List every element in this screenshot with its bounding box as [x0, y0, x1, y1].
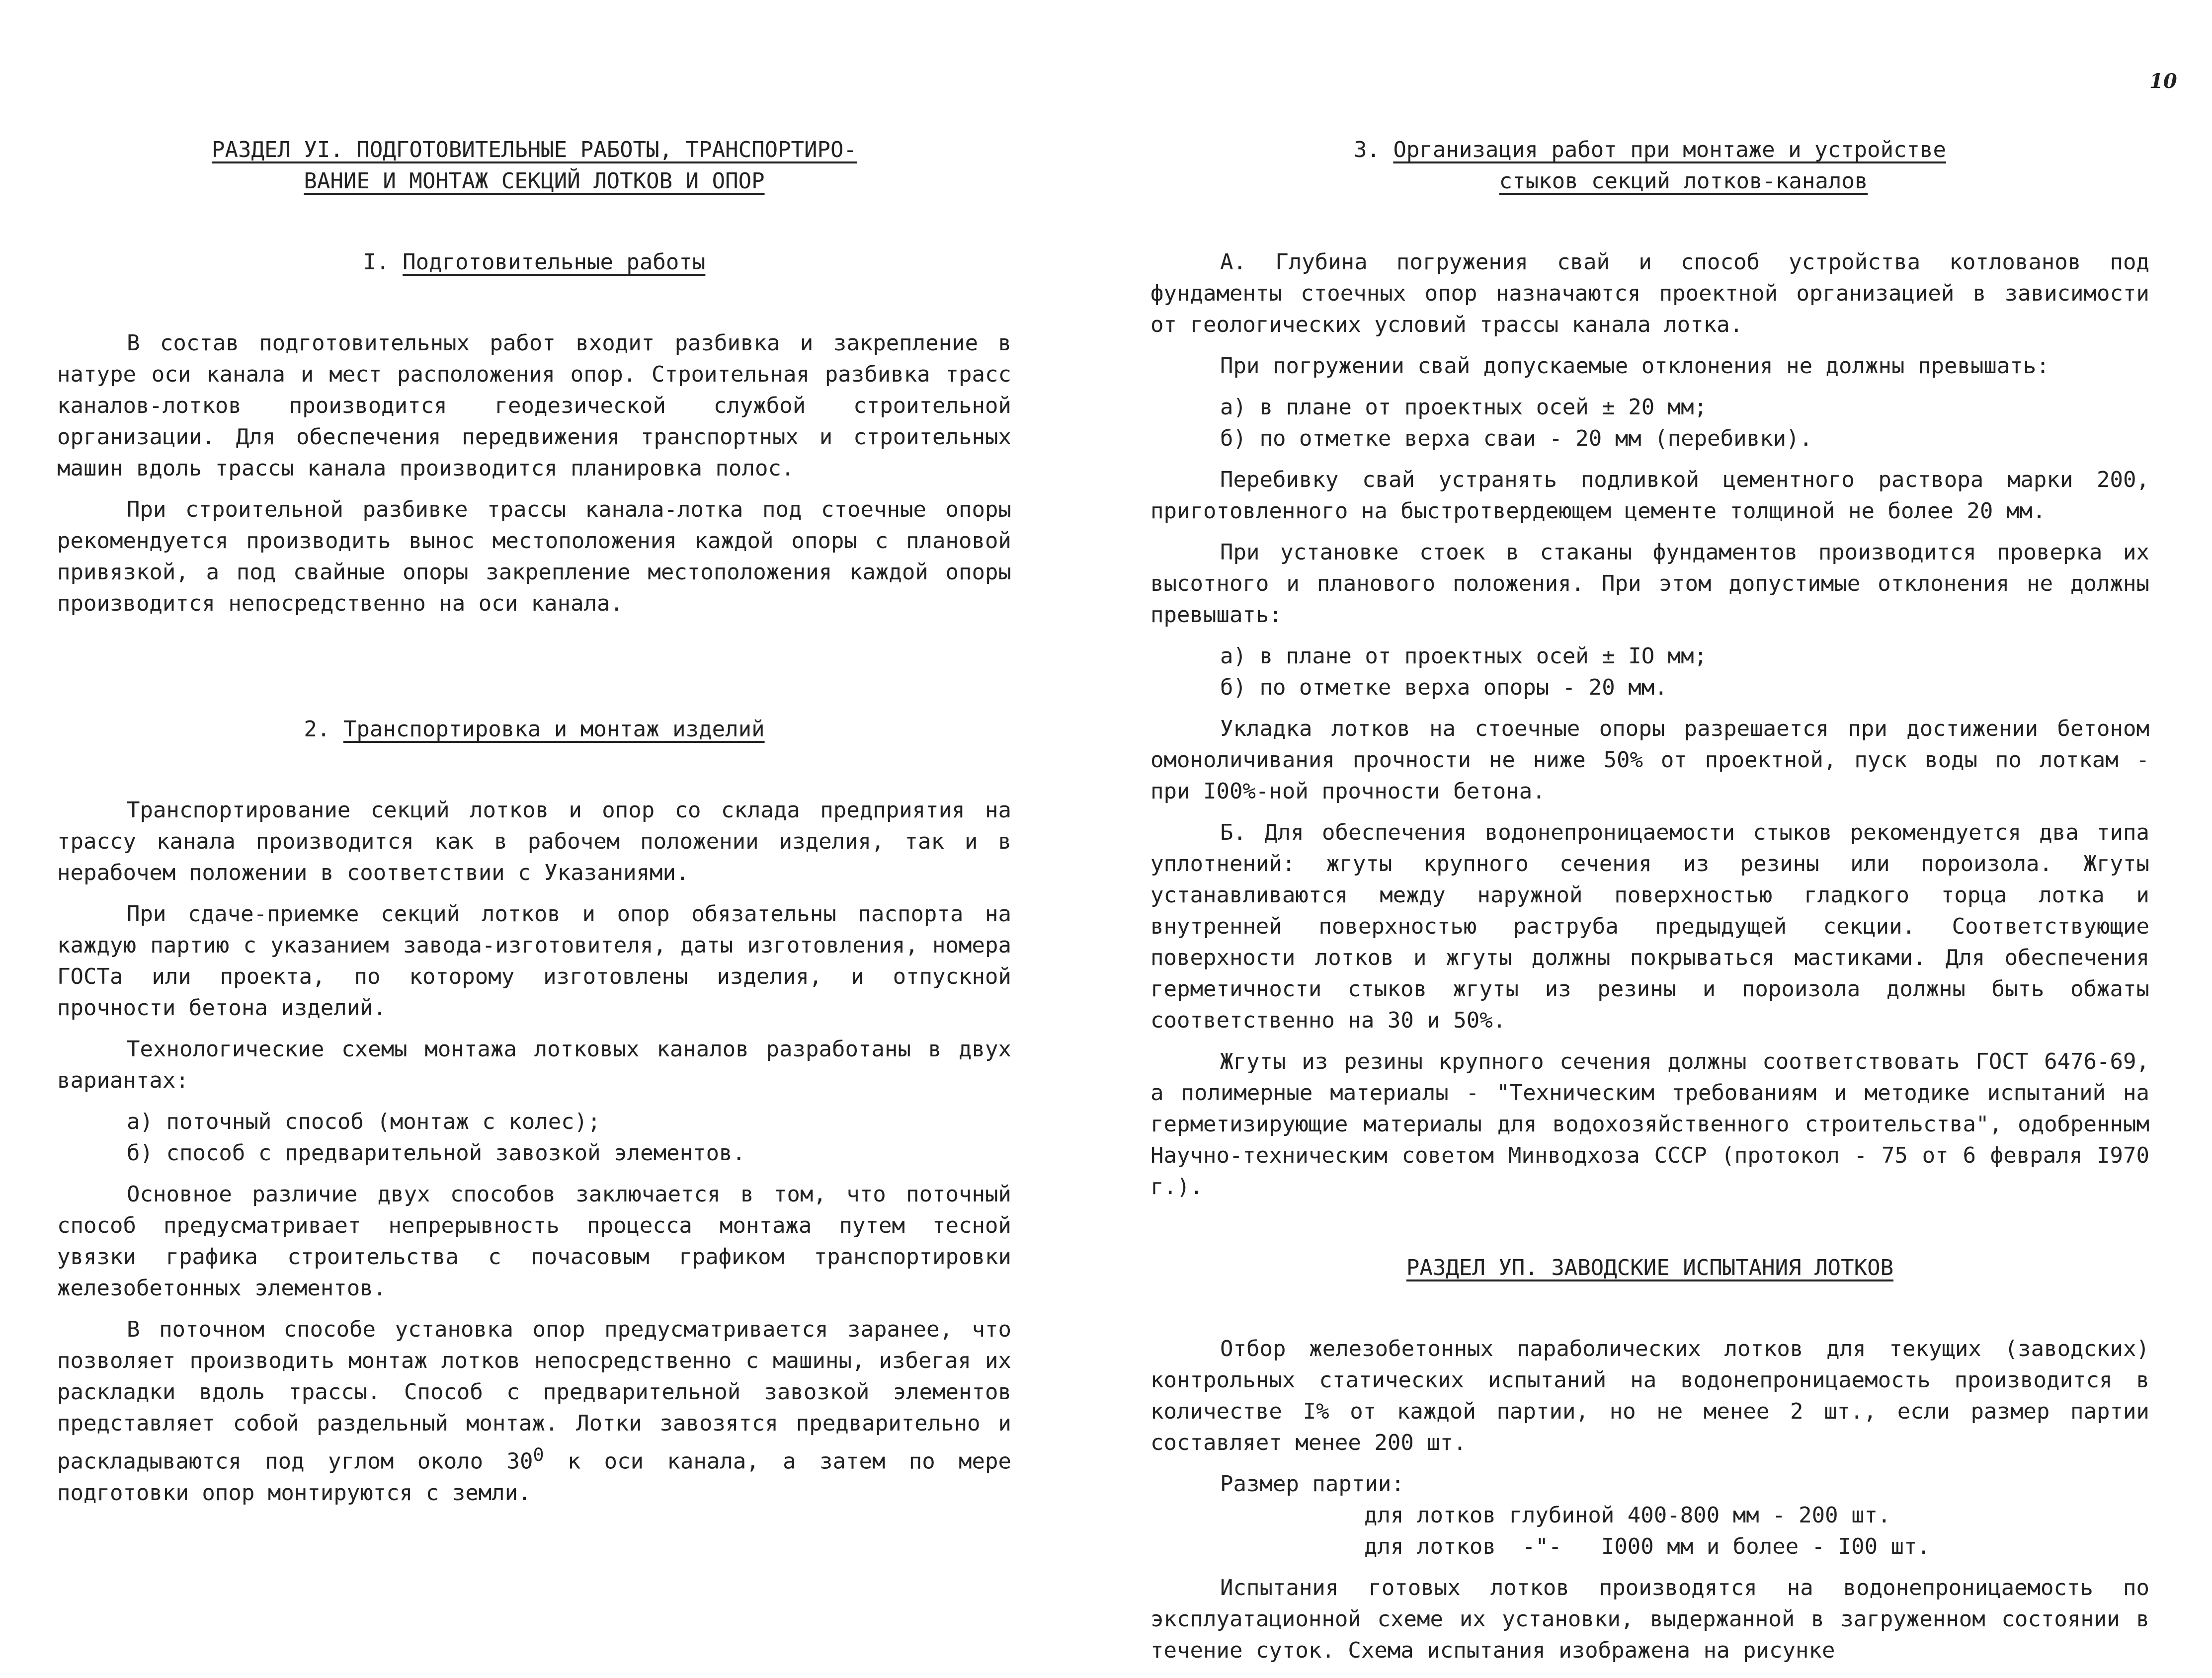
list-batch-sizes [1150, 1500, 2149, 1562]
section-7-title [1150, 1252, 2149, 1283]
list-item-top-support-20: б) по отметке верха опоры - 20 мм. [1220, 675, 1668, 700]
list-item-b: б) способ с предварительной завозкой элементов. [127, 1140, 746, 1166]
heading-2-number: 2. [304, 717, 330, 742]
paragraph-joint-sealing: Б. Для обеспечения водонепроницаемости стыков рекомендуется два типа уплотнений: жгуты крупного сечения из резины или пороизола. Жгуты устанавливаются между наружной поверхностью гладкого торца лотка и внутренней поверхностью раструба предыдущей секции. Соответствующие поверхности лотков и жгуты должны покрываться мастиками. Для обеспечения герметичности стыков жгуты из резины и пороизола должны быть обжаты соответственно на 30 и 50%. [1150, 820, 2149, 1033]
paragraph-difference: Основное различие двух способов заключается в том, что поточный способ предусматривает непрерывность процесса монтажа путем тесной увязки графика строительства с почасовым графиком транспортировки железобетонных элементов. [57, 1182, 1011, 1301]
heading-3-number: 3. [1353, 137, 1380, 162]
paragraph-layout-marking: При строительной разбивке трассы канала-лотка под стоечные опоры рекомендуется производить вынос местоположения каждой опоры с плановой привязкой, а под свайные опоры закрепление местоположения каждой опоры производится непосредственно на оси канала. [57, 497, 1011, 616]
section-6-title-line-2: ВАНИЕ И МОНТАЖ СЕКЦИЙ ЛОТКОВ И ОПОР [304, 168, 765, 194]
degree-superscript: 0 [533, 1444, 544, 1465]
list-item-plan-10: а) в плане от проектных осей ± IO мм; [1220, 643, 1708, 669]
paragraph-transport: Транспортирование секций лотков и опор со склада предприятия на трассу канала производится как в рабочем положении изделия, так и в нерабочем положении в соответствии с Указаниями. [57, 798, 1011, 885]
list-column-tolerances [1150, 640, 2149, 703]
heading-2 [57, 714, 1011, 745]
batch-size-1: для лотков глубиной 400-800 мм - 200 шт. [1364, 1503, 1891, 1528]
heading-1-text: Подготовительные работы [403, 249, 706, 275]
list-methods [57, 1106, 1011, 1169]
paragraph-flow-method [57, 1314, 1011, 1509]
list-pile-tolerances [1150, 392, 2149, 454]
section-6-title-line-1: РАЗДЕЛ УI. ПОДГОТОВИТЕЛЬНЫЕ РАБОТЫ, ТРАНСПОРТИРО- [211, 137, 857, 162]
paragraph-testing: Испытания готовых лотков производятся на водонепроницаемость по эксплуатационной схеме их установки, выдержанной в загруженном состоянии в течение суток. Схема испытания изображена на рисунке [1150, 1575, 2149, 1663]
paragraph-schemes: Технологические схемы монтажа лотковых каналов разработаны в двух вариантах: [57, 1037, 1011, 1093]
paragraph-sampling: Отбор железобетонных параболических лотков для текущих (заводских) контрольных статических испытаний на водонепроницаемость производится в количестве I% от каждой партии, но не менее 2 шт., если размер партии составляет менее 200 шт. [1150, 1336, 2149, 1455]
list-item-a: а) поточный способ (монтаж с колес); [127, 1109, 601, 1134]
heading-1-number: I. [363, 249, 390, 275]
flow-method-text-2: к оси канала, а затем по мере подготовки опор монтируются с земли. [57, 1448, 1011, 1506]
paragraph-passports: При сдаче-приемке секций лотков и опор обязательны паспорта на каждую партию с указанием завода-изготовителя, даты изготовления, номера ГОСТа или проекта, по которому изготовлены изделия, и отпускной прочности бетона изделий. [57, 901, 1011, 1021]
batch-size-2: для лотков -"- I000 мм и более - I00 шт. [1364, 1534, 1931, 1559]
page-number: 10 [2149, 70, 2177, 93]
heading-1 [57, 246, 1011, 278]
right-column [1150, 134, 2149, 1666]
heading-3 [1150, 134, 2149, 197]
heading-2-text: Транспортировка и монтаж изделий [343, 717, 765, 742]
paragraph-pile-deviations: При погружении свай допускаемые отклонения не должны превышать: [1220, 353, 2049, 379]
list-item-plan-20: а) в плане от проектных осей ± 20 мм; [1220, 395, 1708, 420]
paragraph-overdriving: Перебивку свай устранять подливкой цементного раствора марки 200, приготовленного на быстротвердеющем цементе толщиной не более 20 мм. [1150, 467, 2149, 524]
paragraph-tray-laying: Укладка лотков на стоечные опоры разрешается при достижении бетоном омоноличивания прочности не ниже 50% от проектной, пуск воды по лоткам - при I00%-ной прочности бетона. [1150, 716, 2149, 804]
section-6-title [57, 134, 1011, 197]
heading-3-line-1: Организация работ при монтаже и устройстве [1393, 137, 1947, 162]
list-item-top-20: б) по отметке верха сваи - 20 мм (перебивки). [1220, 426, 1813, 451]
paragraph-batch-size: Размер партии: [1220, 1471, 1404, 1497]
section-7-title-text: РАЗДЕЛ УП. ЗАВОДСКИЕ ИСПЫТАНИЯ ЛОТКОВ [1406, 1255, 1894, 1280]
left-column [57, 134, 1011, 1509]
heading-3-line-2: стыков секций лотков-каналов [1499, 168, 1868, 194]
paragraph-pile-depth: А. Глубина погружения свай и способ устройства котлованов под фундаменты стоечных опор назначаются проектной организацией в зависимости от геологических условий трассы канала лотка. [1150, 249, 2149, 337]
paragraph-column-install: При установке стоек в стаканы фундаментов производится проверка их высотного и планового положения. При этом допустимые отклонения не должны превышать: [1150, 540, 2149, 628]
flow-method-text-1: В поточном способе установка опор предусматривается заранее, что позволяет производить монтаж лотков непосредственно с машины, избегая их раскладки вдоль трассы. Способ с предварительной завозкой элементов представляет собой раздельный монтаж. Лотки завозятся предварительно и раскладываются под углом около 30 [57, 1317, 1011, 1474]
paragraph-rubber-gost: Жгуты из резины крупного сечения должны соответствовать ГОСТ 6476-69, а полимерные материалы - "Техническим требованиям и методике испытаний на герметизирующие материалы для водохозяйственного строительства", одобренным Научно-техническим советом Минводхоза СССР (протокол - 75 от 6 февраля I970 г.). [1150, 1049, 2149, 1199]
paragraph-preparatory: В состав подготовительных работ входит разбивка и закрепление в натуре оси канала и мест расположения опор. Строительная разбивка трасс каналов-лотков производится геодезической службой строительной организации. Для обеспечения передвижения транспортных и строительных машин вдоль трассы канала производится планировка полос. [57, 330, 1011, 481]
